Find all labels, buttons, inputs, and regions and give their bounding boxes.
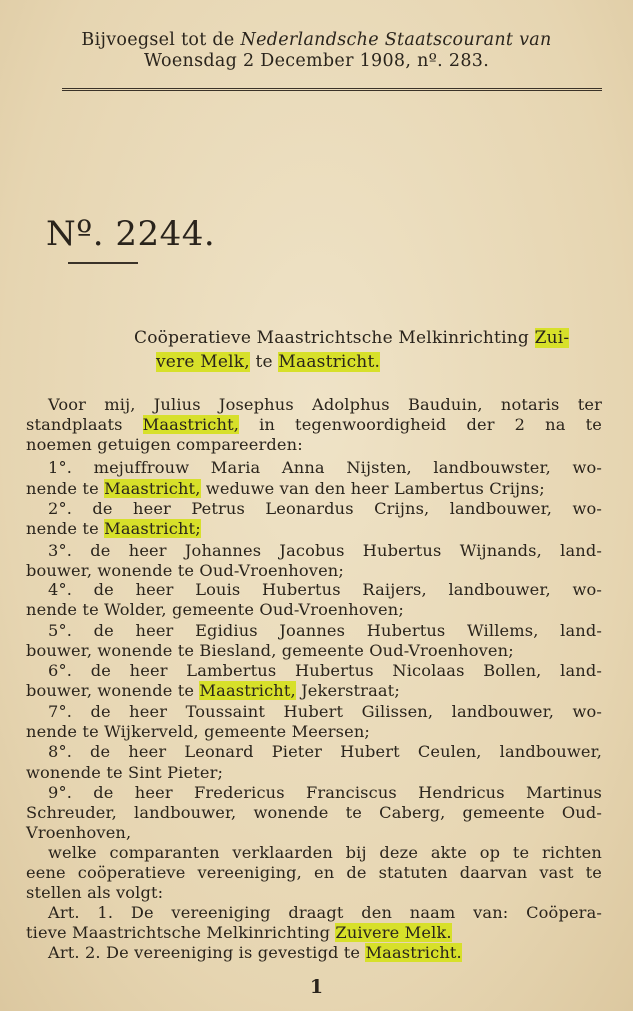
body-line bbox=[48, 943, 624, 963]
header-line-2: Woensdag 2 December 1908, nº. 283. bbox=[143, 51, 490, 71]
body-text: Jekerstraat; bbox=[295, 681, 400, 700]
number-underline bbox=[68, 262, 138, 264]
highlight: Zui- bbox=[534, 328, 570, 348]
body-line: bouwer, wonende te Oud-Vroenhoven; bbox=[26, 561, 344, 580]
body-line: 5°. de heer Egidius Joannes Hubertus Willems, land- bbox=[48, 621, 602, 640]
header-rule bbox=[62, 88, 602, 89]
body-text: weduwe van den heer Lambertus Crijns; bbox=[200, 479, 545, 498]
body-line: Schreuder, landbouwer, wonende te Caberg, gemeente Oud- bbox=[26, 803, 602, 822]
body-text: Art. 2. De vereeniging is gevestigd te bbox=[48, 943, 366, 962]
highlight: Maastricht, bbox=[142, 415, 240, 434]
title-line-2 bbox=[156, 350, 616, 374]
body-line bbox=[26, 415, 602, 435]
highlight: vere Melk, bbox=[156, 352, 250, 372]
body-text: tieve Maastrichtsche Melkinrichting bbox=[26, 923, 336, 942]
highlight: Maastricht, bbox=[104, 479, 201, 498]
header-newspaper-title: Nederlandsche Staatscourant van bbox=[240, 30, 552, 50]
body-text: nende te bbox=[26, 519, 105, 538]
highlight: Maastricht. bbox=[278, 352, 381, 372]
title-text: te bbox=[249, 352, 279, 372]
body-text: bouwer, wonende te bbox=[26, 681, 200, 700]
body-line: noemen getuigen compareerden: bbox=[26, 435, 303, 454]
body-line: nende te Wijkerveld, gemeente Meersen; bbox=[26, 722, 371, 741]
body-line: stellen als volgt: bbox=[26, 883, 164, 902]
body-line: 3°. de heer Johannes Jacobus Hubertus Wijnands, land- bbox=[48, 541, 602, 560]
highlight: Maastricht. bbox=[365, 943, 462, 962]
body-line: 7°. de heer Toussaint Hubert Gilissen, landbouwer, wo- bbox=[48, 702, 602, 721]
body-line: Vroenhoven, bbox=[26, 823, 132, 842]
body-line: 9°. de heer Fredericus Franciscus Hendricus Martinus bbox=[48, 783, 602, 802]
body-line bbox=[26, 923, 602, 943]
body-line: 6°. de heer Lambertus Hubertus Nicolaas Bollen, land- bbox=[48, 661, 602, 680]
body-line bbox=[26, 479, 602, 499]
highlight: Zuivere Melk. bbox=[335, 923, 452, 942]
body-line: nende te Wolder, gemeente Oud-Vroenhoven; bbox=[26, 600, 404, 619]
page-number: 1 bbox=[309, 976, 324, 998]
body-text: in tegenwoordigheid der 2 na te bbox=[239, 415, 602, 434]
body-line bbox=[26, 681, 602, 701]
body-line: 2°. de heer Petrus Leonardus Crijns, landbouwer, wo- bbox=[48, 499, 602, 518]
body-line: 8°. de heer Leonard Pieter Hubert Ceulen, landbouwer, bbox=[48, 742, 602, 761]
title-text: Coöperatieve Maastrichtsche Melkinrichting bbox=[134, 328, 535, 348]
title-line-1 bbox=[134, 326, 594, 350]
header-line-1 bbox=[0, 30, 633, 50]
body-line: bouwer, wonende te Biesland, gemeente Oud-Vroenhoven; bbox=[26, 641, 514, 660]
body-line: 1°. mejuffrouw Maria Anna Nijsten, landbouwster, wo- bbox=[48, 458, 602, 477]
body-text: nende te bbox=[26, 479, 105, 498]
body-line: Voor mij, Julius Josephus Adolphus Bauduin, notaris ter bbox=[48, 395, 602, 414]
header-rule-double bbox=[62, 90, 602, 91]
body-line: wonende te Sint Pieter; bbox=[26, 763, 224, 782]
body-line bbox=[26, 519, 602, 539]
body-line: eene coöperatieve vereeniging, en de statuten daarvan vast te bbox=[26, 863, 602, 882]
body-line: Art. 1. De vereeniging draagt den naam van: Coöpera- bbox=[48, 903, 602, 922]
body-line: 4°. de heer Louis Hubertus Raijers, landbouwer, wo- bbox=[48, 580, 602, 599]
highlight: Maastricht, bbox=[199, 681, 296, 700]
header-prefix: Bijvoegsel tot de bbox=[81, 30, 241, 50]
body-line: welke comparanten verklaarden bij deze akte op te richten bbox=[48, 843, 602, 862]
notice-number: Nº. 2244. bbox=[46, 214, 216, 254]
highlight: Maastricht; bbox=[104, 519, 201, 538]
body-text: standplaats bbox=[26, 415, 143, 434]
